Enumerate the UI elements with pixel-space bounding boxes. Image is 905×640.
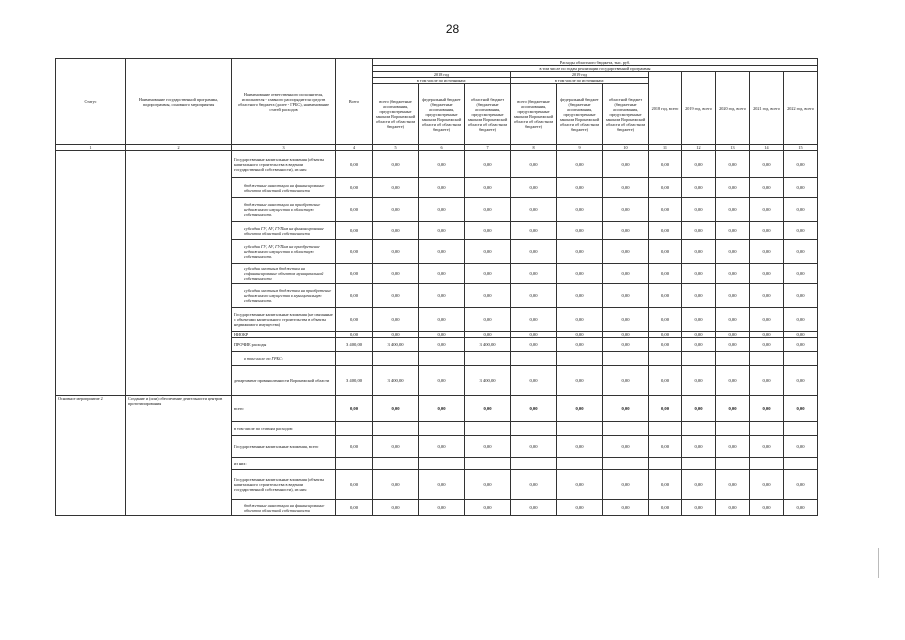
value-cell: 0,00	[557, 436, 603, 458]
value-cell: 0,00	[465, 332, 511, 338]
value-cell: 0,00	[603, 366, 649, 396]
value-cell: 0,00	[682, 396, 716, 422]
value-cell: 0,00	[419, 332, 465, 338]
header-2019-total: 2019 год, всего	[682, 72, 716, 145]
value-cell	[465, 352, 511, 366]
value-cell: 0,00	[649, 436, 682, 458]
expense-item-label: в том числе по статьям расходов:	[232, 422, 336, 436]
value-cell: 0,00	[784, 264, 818, 284]
header-2019-own: всего (бюджетные ассигнования, предусмотренные законом Воронежской области об областном бюджете)	[511, 84, 557, 145]
value-cell	[373, 458, 419, 470]
value-cell: 0,00	[465, 240, 511, 264]
value-cell: 0,00	[373, 240, 419, 264]
value-cell: 0,00	[750, 178, 784, 198]
value-cell: 0,00	[716, 178, 750, 198]
header-2018-total: 2018 год, всего	[649, 72, 682, 145]
value-cell: 0,00	[465, 284, 511, 308]
value-cell: 0,00	[716, 222, 750, 240]
value-cell: 0,00	[649, 151, 682, 178]
value-cell: 0,00	[465, 470, 511, 500]
header-year-2019: 2019 год	[511, 72, 649, 78]
value-cell: 0,00	[336, 178, 373, 198]
value-cell: 0,00	[336, 264, 373, 284]
value-cell: 0,00	[603, 198, 649, 222]
value-cell: 0,00	[682, 436, 716, 458]
value-cell: 0,00	[784, 436, 818, 458]
value-cell: 0,00	[336, 396, 373, 422]
value-cell: 0,00	[603, 338, 649, 352]
expense-item-label: Государственные капитальные вложения (объекты капитального строительства в ведении государственной собственности), из них:	[232, 470, 336, 500]
value-cell: 0,00	[784, 338, 818, 352]
column-number: 11	[649, 145, 682, 151]
value-cell: 0,00	[373, 470, 419, 500]
header-status: Статус	[56, 59, 126, 145]
value-cell: 0,00	[336, 470, 373, 500]
value-cell: 0,00	[465, 308, 511, 332]
column-number: 6	[419, 145, 465, 151]
value-cell: 0,00	[557, 338, 603, 352]
value-cell: 0,00	[419, 396, 465, 422]
value-cell: 0,00	[557, 240, 603, 264]
value-cell: 0,00	[603, 264, 649, 284]
value-cell: 0,00	[682, 366, 716, 396]
value-cell: 0,00	[682, 470, 716, 500]
expense-item-label: в том числе по ГРБС:	[232, 352, 336, 366]
header-2021-total: 2021 год, всего	[750, 72, 784, 145]
column-number: 4	[336, 145, 373, 151]
value-cell: 0,00	[419, 338, 465, 352]
value-cell: 0,00	[649, 264, 682, 284]
value-cell: 0,00	[603, 240, 649, 264]
value-cell: 0,00	[682, 198, 716, 222]
value-cell: 0,00	[603, 500, 649, 516]
value-cell: 0,00	[682, 332, 716, 338]
value-cell: 0,00	[465, 178, 511, 198]
value-cell	[682, 458, 716, 470]
value-cell: 0,00	[603, 151, 649, 178]
value-cell	[419, 422, 465, 436]
value-cell: 0,00	[603, 222, 649, 240]
expense-item-label: субсидии местным бюджетам на софинансирование объектов муниципальной собственности	[232, 264, 336, 284]
value-cell: 0,00	[716, 396, 750, 422]
program-cell-empty	[126, 151, 232, 396]
value-cell: 3 400,00	[336, 366, 373, 396]
value-cell: 0,00	[419, 436, 465, 458]
value-cell	[750, 422, 784, 436]
value-cell: 0,00	[511, 151, 557, 178]
column-number: 10	[603, 145, 649, 151]
value-cell: 0,00	[511, 222, 557, 240]
value-cell	[649, 458, 682, 470]
value-cell: 0,00	[557, 222, 603, 240]
value-cell: 0,00	[750, 338, 784, 352]
expense-item-label: Государственные капитальные вложения (объекты капитального строительства в ведении государственной собственности), из них:	[232, 151, 336, 178]
value-cell: 3 400,00	[465, 366, 511, 396]
value-cell: 0,00	[373, 222, 419, 240]
value-cell: 0,00	[784, 222, 818, 240]
value-cell: 0,00	[465, 396, 511, 422]
value-cell: 0,00	[557, 198, 603, 222]
value-cell: 0,00	[511, 284, 557, 308]
value-cell	[557, 422, 603, 436]
value-cell: 0,00	[465, 500, 511, 516]
value-cell: 0,00	[649, 470, 682, 500]
header-executor: Наименование ответственного исполнителя, исполнителя - главного распорядителя средств областного бюджета (далее - ГРБС), наименование статей расходов	[232, 59, 336, 145]
value-cell: 0,00	[419, 308, 465, 332]
value-cell	[336, 352, 373, 366]
value-cell: 0,00	[465, 198, 511, 222]
value-cell: 0,00	[419, 264, 465, 284]
value-cell: 0,00	[649, 396, 682, 422]
column-number: 12	[682, 145, 716, 151]
value-cell	[419, 458, 465, 470]
value-cell	[784, 422, 818, 436]
value-cell	[603, 352, 649, 366]
value-cell	[336, 458, 373, 470]
value-cell: 0,00	[750, 198, 784, 222]
value-cell: 0,00	[373, 198, 419, 222]
value-cell: 0,00	[465, 436, 511, 458]
header-year-2018: 2018 год	[373, 72, 511, 78]
value-cell	[603, 422, 649, 436]
value-cell: 0,00	[336, 198, 373, 222]
value-cell: 0,00	[511, 470, 557, 500]
value-cell: 0,00	[716, 500, 750, 516]
value-cell: 0,00	[557, 500, 603, 516]
scan-margin-mark	[878, 548, 879, 578]
header-program: Наименование государственной программы, подпрограммы, основного мероприятия	[126, 59, 232, 145]
value-cell: 0,00	[649, 222, 682, 240]
value-cell	[557, 458, 603, 470]
value-cell	[784, 352, 818, 366]
expense-item-label: Государственные капитальные вложения, всего	[232, 436, 336, 458]
value-cell: 0,00	[419, 500, 465, 516]
expense-item-label: субсидии местным бюджетам на приобретение недвижимого имущества в муниципальную собственность	[232, 284, 336, 308]
value-cell: 0,00	[750, 308, 784, 332]
value-cell: 0,00	[682, 240, 716, 264]
value-cell: 0,00	[750, 500, 784, 516]
value-cell: 0,00	[649, 308, 682, 332]
value-cell: 0,00	[716, 332, 750, 338]
expense-item-label: субсидии ГУ, АУ, ГУПам на финансирование объектов областной собственности	[232, 222, 336, 240]
value-cell: 0,00	[373, 332, 419, 338]
value-cell: 0,00	[784, 240, 818, 264]
value-cell: 0,00	[465, 264, 511, 284]
value-cell: 0,00	[511, 308, 557, 332]
value-cell	[511, 458, 557, 470]
value-cell: 0,00	[511, 240, 557, 264]
value-cell	[716, 352, 750, 366]
header-2019-fed: федеральный бюджет (бюджетные ассигнования, предусмотренные законом Воронежской области об областном бюджете)	[557, 84, 603, 145]
value-cell: 0,00	[557, 151, 603, 178]
value-cell: 0,00	[750, 396, 784, 422]
value-cell: 3 400,00	[373, 366, 419, 396]
value-cell: 0,00	[682, 338, 716, 352]
header-2018-fed: федеральный бюджет (бюджетные ассигнования, предусмотренные законом Воронежской области об областном бюджете)	[419, 84, 465, 145]
value-cell	[750, 458, 784, 470]
value-cell: 0,00	[603, 284, 649, 308]
value-cell: 3 400,00	[373, 338, 419, 352]
status-cell-empty	[56, 151, 126, 396]
value-cell: 0,00	[373, 396, 419, 422]
value-cell: 0,00	[716, 284, 750, 308]
header-2018-reg: областной бюджет (бюджетные ассигнования, предусмотренные законом Воронежской области об областном бюджете)	[465, 84, 511, 145]
table-row	[56, 151, 818, 178]
value-cell: 0,00	[419, 178, 465, 198]
value-cell: 0,00	[716, 436, 750, 458]
expense-item-label: из них:	[232, 458, 336, 470]
value-cell: 0,00	[716, 264, 750, 284]
value-cell: 0,00	[419, 151, 465, 178]
value-cell: 0,00	[465, 151, 511, 178]
column-number: 1	[56, 145, 126, 151]
value-cell: 0,00	[716, 240, 750, 264]
column-number: 2	[126, 145, 232, 151]
value-cell: 0,00	[750, 284, 784, 308]
value-cell	[557, 352, 603, 366]
value-cell: 0,00	[784, 308, 818, 332]
value-cell: 0,00	[784, 178, 818, 198]
value-cell	[336, 422, 373, 436]
value-cell: 0,00	[603, 178, 649, 198]
value-cell: 0,00	[511, 396, 557, 422]
value-cell: 0,00	[603, 436, 649, 458]
value-cell	[682, 422, 716, 436]
column-number: 8	[511, 145, 557, 151]
value-cell	[682, 352, 716, 366]
value-cell	[511, 352, 557, 366]
value-cell: 0,00	[784, 470, 818, 500]
column-number: 13	[716, 145, 750, 151]
value-cell: 0,00	[557, 178, 603, 198]
value-cell: 0,00	[750, 470, 784, 500]
value-cell: 0,00	[682, 500, 716, 516]
value-cell: 0,00	[682, 151, 716, 178]
value-cell	[511, 422, 557, 436]
expense-item-label: бюджетные инвестиции на финансирование объектов областной собственности	[232, 178, 336, 198]
value-cell: 0,00	[419, 470, 465, 500]
header-2018-own: всего (бюджетные ассигнования, предусмотренные законом Воронежской области об областном бюджете)	[373, 84, 419, 145]
value-cell: 0,00	[649, 284, 682, 308]
value-cell: 0,00	[750, 151, 784, 178]
value-cell: 0,00	[336, 436, 373, 458]
value-cell: 0,00	[557, 470, 603, 500]
value-cell: 0,00	[465, 222, 511, 240]
value-cell	[465, 458, 511, 470]
value-cell: 0,00	[557, 308, 603, 332]
value-cell: 0,00	[750, 264, 784, 284]
value-cell: 0,00	[557, 332, 603, 338]
value-cell: 0,00	[750, 436, 784, 458]
value-cell: 0,00	[557, 396, 603, 422]
value-cell: 0,00	[716, 366, 750, 396]
value-cell: 0,00	[511, 198, 557, 222]
value-cell: 0,00	[419, 222, 465, 240]
value-cell: 0,00	[603, 332, 649, 338]
value-cell	[465, 422, 511, 436]
value-cell	[603, 458, 649, 470]
value-cell: 0,00	[557, 366, 603, 396]
header-incl-2019: в том числе по источникам:	[511, 78, 649, 84]
value-cell: 0,00	[649, 178, 682, 198]
value-cell: 0,00	[716, 151, 750, 178]
value-cell	[373, 422, 419, 436]
column-number: 5	[373, 145, 419, 151]
column-number: 9	[557, 145, 603, 151]
value-cell: 0,00	[373, 151, 419, 178]
value-cell	[649, 352, 682, 366]
page-number: 28	[445, 22, 460, 36]
value-cell: 0,00	[750, 222, 784, 240]
value-cell: 0,00	[784, 396, 818, 422]
expense-item-label: ПРОЧИЕ расходы	[232, 338, 336, 352]
value-cell: 0,00	[511, 332, 557, 338]
value-cell: 0,00	[784, 198, 818, 222]
expense-item-label: всего	[232, 396, 336, 422]
value-cell: 0,00	[649, 198, 682, 222]
value-cell	[649, 422, 682, 436]
value-cell: 0,00	[784, 500, 818, 516]
value-cell: 0,00	[649, 338, 682, 352]
value-cell: 0,00	[419, 366, 465, 396]
table-row	[56, 396, 818, 422]
value-cell: 0,00	[649, 500, 682, 516]
value-cell: 0,00	[603, 470, 649, 500]
value-cell: 0,00	[716, 198, 750, 222]
value-cell: 0,00	[373, 308, 419, 332]
value-cell: 0,00	[511, 500, 557, 516]
value-cell: 0,00	[682, 308, 716, 332]
value-cell: 0,00	[336, 151, 373, 178]
value-cell: 0,00	[682, 264, 716, 284]
value-cell	[716, 458, 750, 470]
value-cell: 0,00	[373, 500, 419, 516]
value-cell: 0,00	[373, 284, 419, 308]
value-cell: 0,00	[336, 332, 373, 338]
value-cell	[784, 458, 818, 470]
value-cell: 0,00	[419, 240, 465, 264]
value-cell: 0,00	[419, 198, 465, 222]
value-cell: 3 400,00	[336, 338, 373, 352]
value-cell: 0,00	[682, 178, 716, 198]
value-cell: 0,00	[784, 366, 818, 396]
header-budget-title: Расходы областного бюджета, тыс. руб.	[373, 59, 818, 66]
value-cell: 0,00	[336, 222, 373, 240]
column-number: 15	[784, 145, 818, 151]
value-cell: 0,00	[511, 264, 557, 284]
expense-item-label: бюджетные инвестиции на финансирование объектов областной собственности	[232, 500, 336, 516]
measure-name: Создание и (или) обеспечение деятельности центров прототипирования	[126, 396, 232, 516]
value-cell: 0,00	[557, 264, 603, 284]
header-incl-2018: в том числе по источникам:	[373, 78, 511, 84]
value-cell	[716, 422, 750, 436]
value-cell: 0,00	[784, 332, 818, 338]
expense-item-label: департамент промышленности Воронежской области	[232, 366, 336, 396]
header-by-years: в том числе по годам реализации государственной программы	[373, 66, 818, 72]
column-number: 7	[465, 145, 511, 151]
expense-item-label: НИОКР	[232, 332, 336, 338]
value-cell: 0,00	[784, 151, 818, 178]
value-cell: 0,00	[784, 284, 818, 308]
value-cell	[419, 352, 465, 366]
value-cell: 0,00	[373, 436, 419, 458]
value-cell: 3 400,00	[465, 338, 511, 352]
value-cell: 0,00	[336, 284, 373, 308]
value-cell: 0,00	[716, 308, 750, 332]
value-cell: 0,00	[682, 284, 716, 308]
header-2022-total: 2022 год, всего	[784, 72, 818, 145]
value-cell: 0,00	[750, 240, 784, 264]
value-cell: 0,00	[419, 284, 465, 308]
value-cell: 0,00	[603, 308, 649, 332]
measure-status: Основное мероприятие 2	[56, 396, 126, 516]
header-2020-total: 2020 год, всего	[716, 72, 750, 145]
value-cell: 0,00	[750, 332, 784, 338]
expense-item-label: Государственные капитальные вложения (не связанные с объектами капитального строительства в объекты недвижимого имущества)	[232, 308, 336, 332]
header-2019-reg: областной бюджет (бюджетные ассигнования, предусмотренные законом Воронежской области об областном бюджете)	[603, 84, 649, 145]
column-number: 14	[750, 145, 784, 151]
header-total: Всего	[336, 59, 373, 145]
value-cell: 0,00	[373, 264, 419, 284]
value-cell: 0,00	[649, 332, 682, 338]
value-cell	[750, 352, 784, 366]
expense-item-label: субсидии ГУ, АУ, ГУПам на приобретение недвижимого имущества в областную собственность	[232, 240, 336, 264]
value-cell: 0,00	[373, 178, 419, 198]
value-cell: 0,00	[682, 222, 716, 240]
value-cell: 0,00	[716, 338, 750, 352]
column-number: 3	[232, 145, 336, 151]
value-cell: 0,00	[336, 308, 373, 332]
value-cell: 0,00	[716, 470, 750, 500]
value-cell: 0,00	[649, 240, 682, 264]
value-cell: 0,00	[511, 436, 557, 458]
value-cell: 0,00	[649, 366, 682, 396]
value-cell: 0,00	[336, 240, 373, 264]
value-cell: 0,00	[336, 500, 373, 516]
expense-item-label: бюджетные инвестиции на приобретение недвижимого имущества в областную собственность	[232, 198, 336, 222]
value-cell: 0,00	[511, 178, 557, 198]
budget-table	[55, 58, 818, 516]
value-cell: 0,00	[511, 338, 557, 352]
value-cell: 0,00	[511, 366, 557, 396]
value-cell	[373, 352, 419, 366]
value-cell: 0,00	[750, 366, 784, 396]
value-cell: 0,00	[557, 284, 603, 308]
value-cell: 0,00	[603, 396, 649, 422]
